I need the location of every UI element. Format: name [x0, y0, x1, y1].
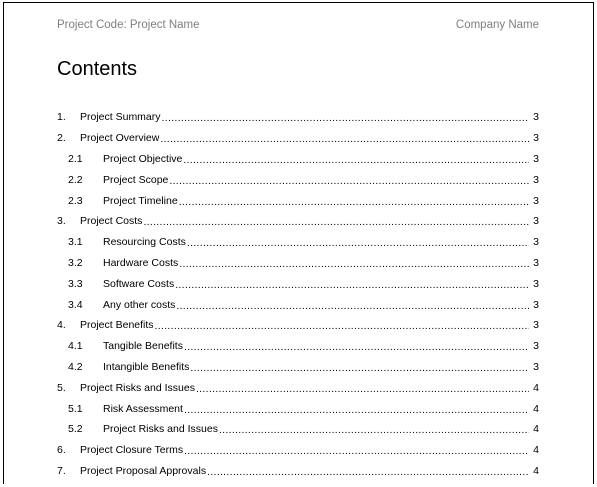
toc-entry-page-number: 3 — [533, 298, 539, 311]
toc-entry-number: 1. — [57, 111, 66, 124]
toc-entry-page-number: 3 — [533, 360, 539, 373]
toc-dot-leader — [219, 424, 529, 436]
header-company-name: Company Name — [455, 19, 539, 31]
toc-dot-leader — [184, 341, 529, 353]
toc-entry-page-number: 3 — [533, 319, 539, 332]
toc-dot-leader — [155, 320, 529, 332]
page-header — [57, 19, 539, 35]
toc-entry[interactable] — [57, 211, 539, 232]
toc-entry-page-number: 4 — [533, 464, 539, 477]
toc-entry-number: 5. — [57, 381, 66, 394]
toc-entry[interactable] — [57, 398, 539, 419]
toc-entry-number: 5.1 — [68, 402, 83, 415]
toc-entry-number: 3.3 — [68, 277, 83, 290]
toc-dot-leader — [143, 216, 529, 228]
toc-entry[interactable] — [57, 190, 539, 211]
toc-entry-page-number: 4 — [533, 402, 539, 415]
toc-entry-label: Project Risks and Issues — [103, 423, 218, 436]
toc-entry[interactable] — [57, 461, 539, 482]
toc-entry[interactable] — [57, 253, 539, 274]
toc-entry-number: 2.1 — [68, 152, 83, 165]
contents-heading: Contents — [57, 58, 138, 80]
toc-entry[interactable] — [57, 294, 539, 315]
toc-entry-number: 2.3 — [68, 194, 83, 207]
toc-entry-page-number: 3 — [533, 111, 539, 124]
toc-entry-label: Project Closure Terms — [80, 444, 184, 457]
toc-dot-leader — [179, 258, 529, 270]
toc-entry-label: Project Overview — [80, 132, 160, 145]
toc-entry-page-number: 3 — [533, 194, 539, 207]
toc-entry-label: Project Proposal Approvals — [80, 464, 207, 477]
toc-entry-page-number: 4 — [533, 444, 539, 457]
toc-entry-page-number: 3 — [533, 236, 539, 249]
toc-entry[interactable] — [57, 169, 539, 190]
toc-dot-leader — [162, 112, 529, 124]
toc-entry[interactable] — [57, 377, 539, 398]
toc-dot-leader — [184, 445, 529, 457]
toc-entry-page-number: 3 — [533, 215, 539, 228]
toc-entry-label: Project Risks and Issues — [80, 381, 195, 394]
toc-entry-page-number: 3 — [533, 340, 539, 353]
toc-entry-label: Tangible Benefits — [103, 340, 183, 353]
toc-entry-label: Intangible Benefits — [103, 360, 190, 373]
toc-dot-leader — [183, 154, 529, 166]
toc-dot-leader — [160, 133, 529, 145]
toc-entry-number: 3.4 — [68, 298, 83, 311]
toc-entry-label: Resourcing Costs — [103, 236, 186, 249]
toc-entry-label: Project Benefits — [80, 319, 154, 332]
toc-entry-label: Any other costs — [103, 298, 176, 311]
toc-entry-label: Project Costs — [80, 215, 143, 228]
toc-dot-leader — [196, 383, 529, 395]
toc-entry[interactable] — [57, 107, 539, 128]
toc-entry-label: Project Scope — [103, 173, 169, 186]
table-of-contents — [57, 107, 539, 481]
toc-dot-leader — [187, 237, 529, 249]
toc-entry[interactable] — [57, 336, 539, 357]
toc-entry-number: 3.1 — [68, 236, 83, 249]
toc-entry-page-number: 4 — [533, 381, 539, 394]
toc-entry-number: 7. — [57, 464, 66, 477]
toc-entry-number: 4.1 — [68, 340, 83, 353]
toc-dot-leader — [190, 362, 529, 374]
toc-entry[interactable] — [57, 440, 539, 461]
toc-entry-number: 4. — [57, 319, 66, 332]
toc-entry-number: 3. — [57, 215, 66, 228]
toc-entry-page-number: 3 — [533, 132, 539, 145]
toc-entry[interactable] — [57, 149, 539, 170]
toc-entry-number: 2.2 — [68, 173, 83, 186]
document-page — [3, 2, 594, 484]
toc-entry-page-number: 3 — [533, 152, 539, 165]
toc-entry-page-number: 3 — [533, 256, 539, 269]
toc-entry[interactable] — [57, 357, 539, 378]
toc-entry-label: Hardware Costs — [103, 256, 179, 269]
toc-dot-leader — [179, 196, 529, 208]
header-project-code: Project Code: Project Name — [57, 19, 200, 31]
toc-entry-label: Risk Assessment — [103, 402, 183, 415]
toc-entry[interactable] — [57, 232, 539, 253]
toc-entry[interactable] — [57, 273, 539, 294]
toc-dot-leader — [207, 466, 529, 478]
toc-dot-leader — [184, 404, 529, 416]
toc-entry-label: Project Timeline — [103, 194, 178, 207]
toc-entry-page-number: 3 — [533, 173, 539, 186]
toc-entry-number: 6. — [57, 444, 66, 457]
toc-dot-leader — [175, 279, 529, 291]
toc-entry[interactable] — [57, 128, 539, 149]
toc-entry-label: Project Objective — [103, 152, 183, 165]
toc-dot-leader — [176, 300, 529, 312]
toc-entry-number: 2. — [57, 132, 66, 145]
toc-entry[interactable] — [57, 419, 539, 440]
toc-entry-page-number: 3 — [533, 277, 539, 290]
toc-entry-number: 5.2 — [68, 423, 83, 436]
toc-dot-leader — [169, 175, 529, 187]
toc-entry-label: Software Costs — [103, 277, 175, 290]
toc-entry-label: Project Summary — [80, 111, 161, 124]
toc-entry-number: 4.2 — [68, 360, 83, 373]
toc-entry-number: 3.2 — [68, 256, 83, 269]
toc-entry-page-number: 4 — [533, 423, 539, 436]
toc-entry[interactable] — [57, 315, 539, 336]
